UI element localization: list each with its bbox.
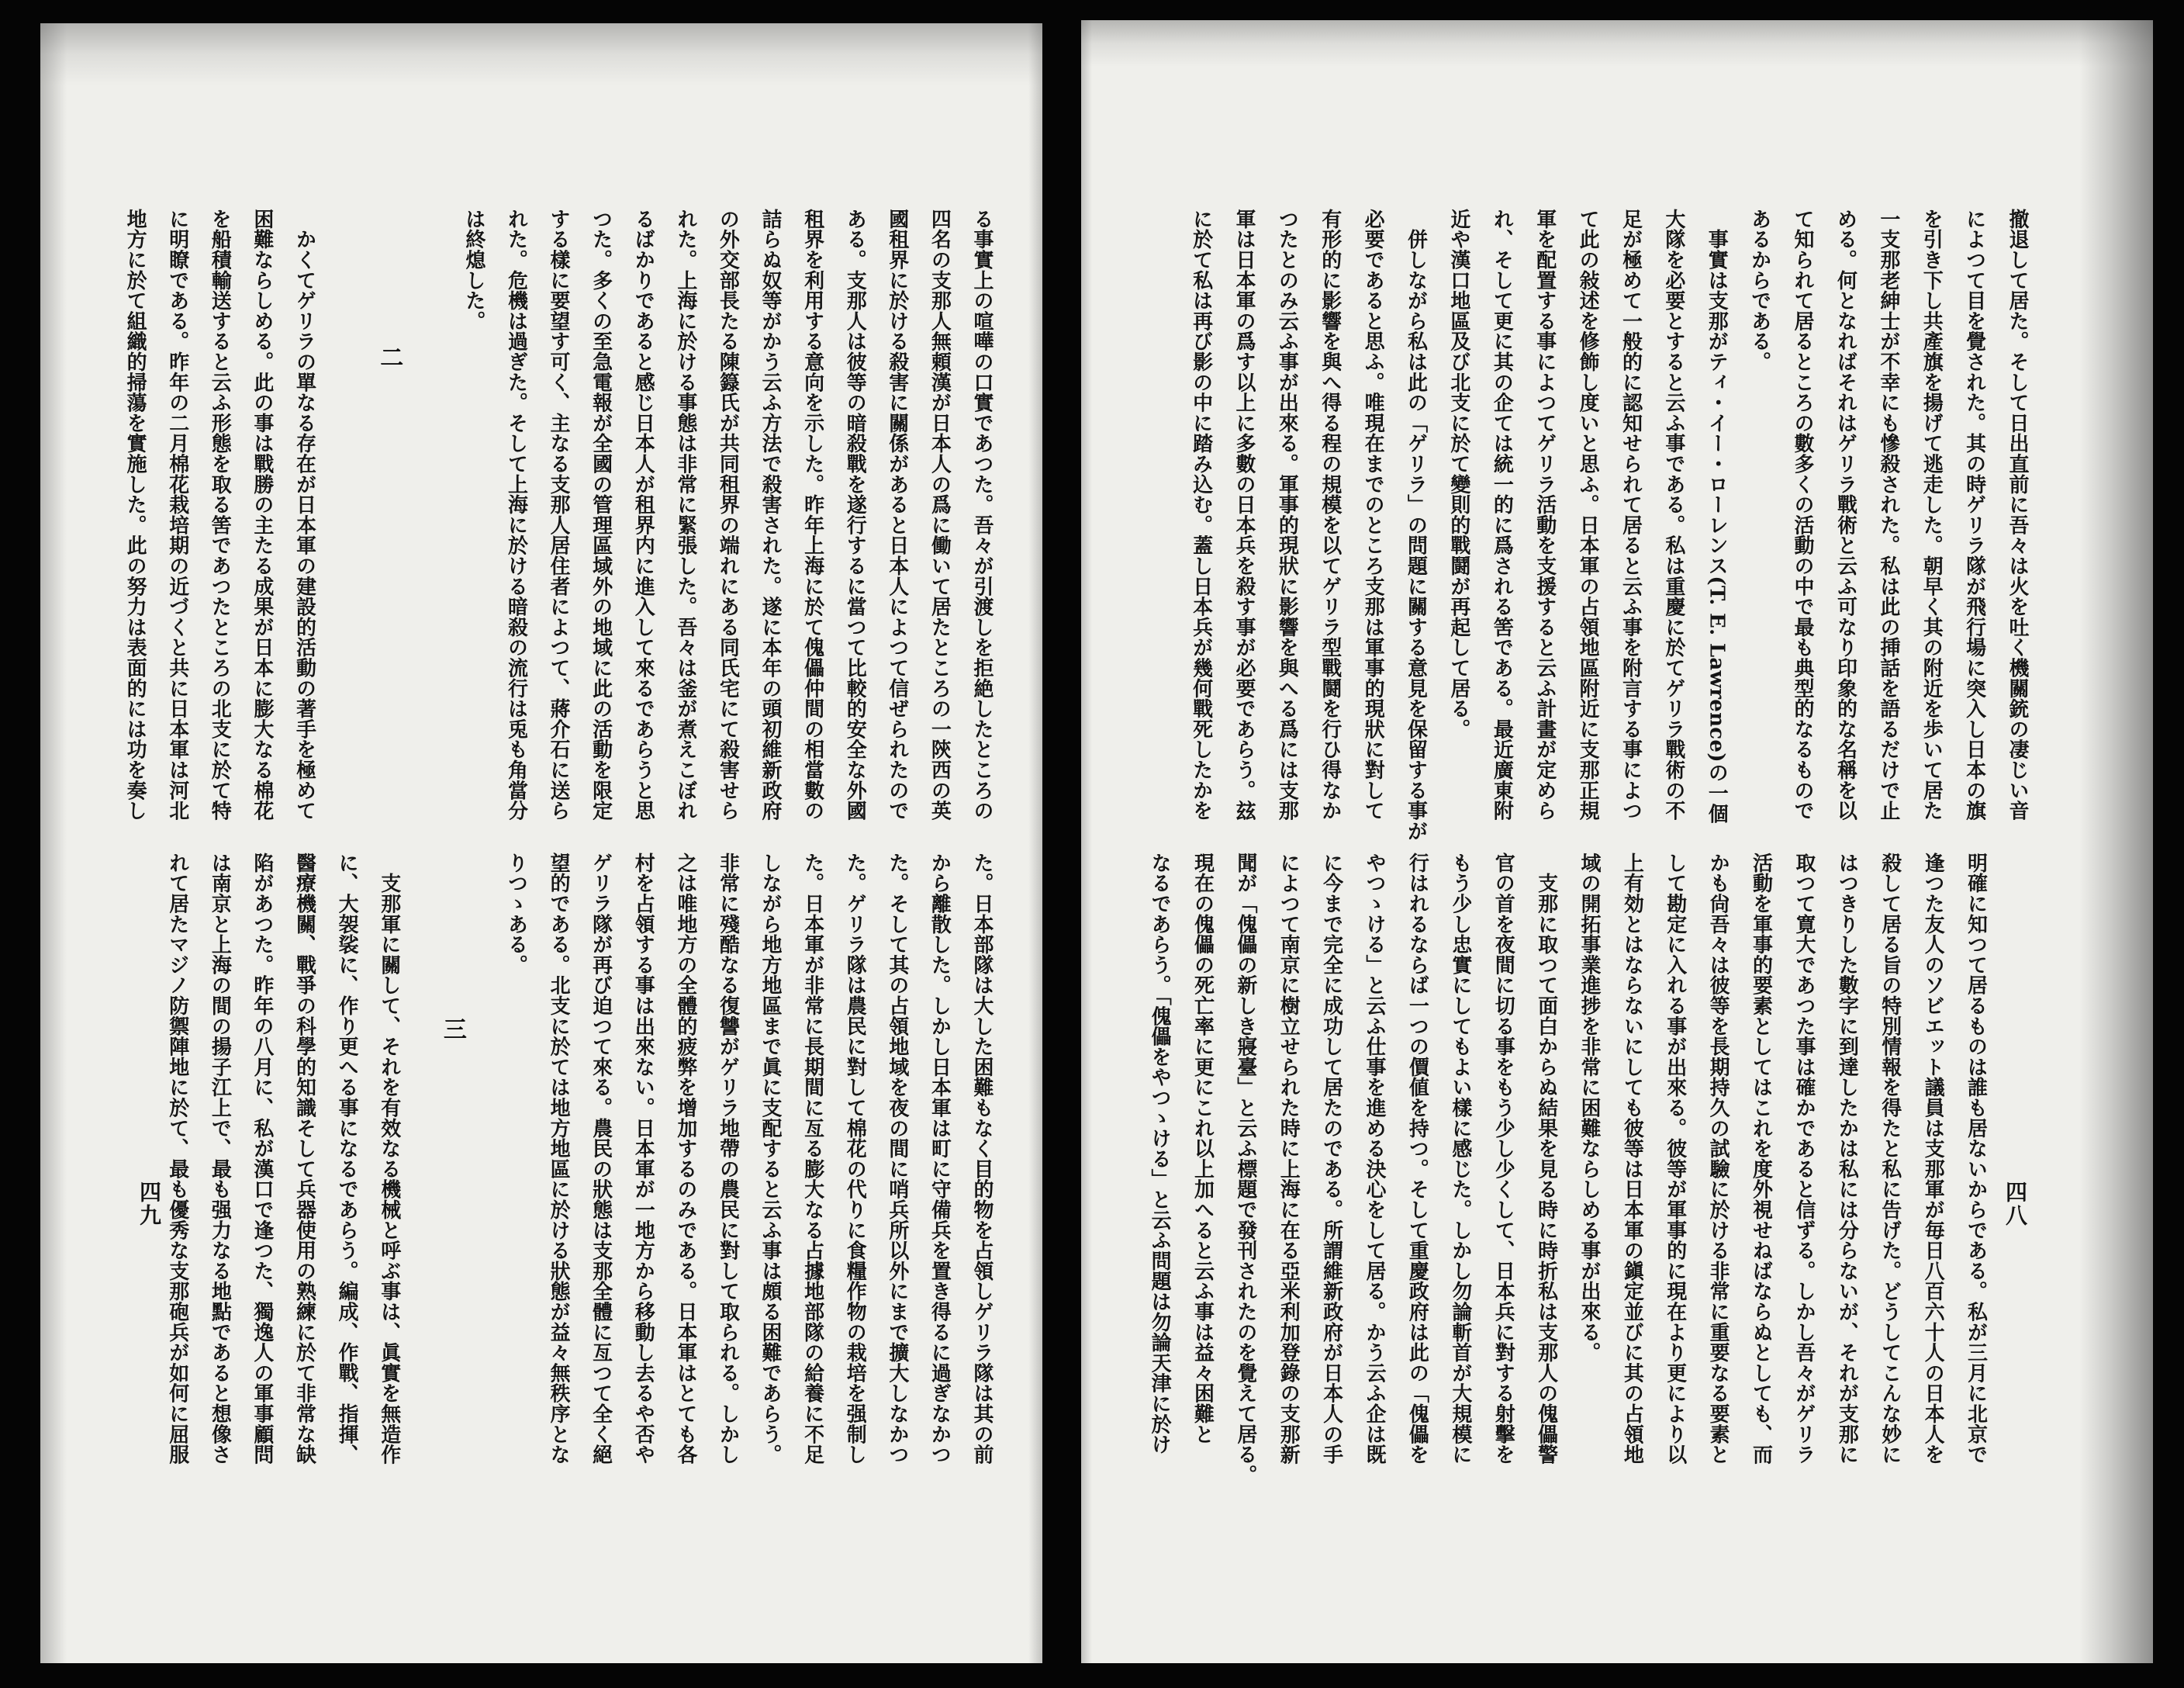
text-line: に明瞭である。昨年の二月棉花栽培期の近づくと共に日本軍は河北 [165, 209, 189, 821]
text-line: 租界を利用する意向を示した。昨年上海に於て傀儡仲間の相當數の [800, 209, 824, 821]
text-line: 一支那老紳士が不幸にも慘殺された。私は此の挿話を語るだけで止 [1876, 209, 1900, 821]
text-line: 逢つた友人のソビエット議員は支那軍が毎日八百六十人の日本人を [1921, 853, 1945, 1465]
text-line: た。日本軍が非常に長期間に亙る膨大なる占據地部隊の給養に不足 [800, 853, 824, 1465]
text-line: て知られて居るところの數多くの活動の中で最も典型的なるもので [1791, 209, 1815, 821]
text-line: に、大袈裟に、作り更へる事になるであらう。編成、作戰、指揮、 [335, 853, 359, 1465]
text-line: つたとのみ云ふ事が出來る。軍事的現狀に影響を與へる爲には支那 [1275, 209, 1299, 821]
text-line: 殺して居る旨の特別情報を得たと私に告げた。どうしてこんな妙に [1878, 853, 1902, 1465]
text-line: 明確に知つて居るものは誰も居ないからである。私が三月に北京で [1964, 853, 1988, 1465]
text-line: た。そして其の占領地域を夜の間に哨兵所以外にまで擴大しなかつ [885, 853, 909, 1465]
text-line: 軍を配置する事によつてゲリラ活動を支援すると云ふ計畫が定めら [1533, 209, 1557, 821]
text-line: に於て私は再び影の中に踏み込む。蓋し日本兵が幾何戰死したかを [1189, 209, 1213, 821]
text-line: た。ゲリラ隊は農民に對して棉花の代りに食糧作物の栽培を强制し [843, 853, 867, 1465]
text-line: 醫療機關、戰爭の科學的知識そして兵器使用の熟練に於て非常な缺 [292, 853, 316, 1465]
text-line: あるからである。 [1747, 209, 1771, 372]
text-line: 支那に取つて面白からぬ結果を見る時に時折私は支那人の傀儡警 [1534, 853, 1558, 1465]
upper-text-block [1179, 209, 2038, 853]
text-line: を引き下し共產旗を揚げて逃走した。朝早く其の附近を歩いて居た [1920, 209, 1944, 821]
text-line: 近や漢口地區及び北支に於て變則的戰鬪が再起して居る。 [1446, 209, 1470, 739]
text-line: かくてゲリラの單なる存在が日本軍の建設的活動の著手を極めて [292, 209, 316, 821]
page-number: 四九 [136, 1181, 162, 1227]
lower-text-block [1138, 853, 1997, 1496]
text-line: 聞が「傀儡の新しき寢臺」と云ふ標題で發刊されたのを覺えて居る。 [1233, 853, 1257, 1486]
text-line: 撤退して居た。そして日出直前に吾々は火を吐く機關銃の凄じい音 [2006, 209, 2029, 821]
text-line: 困難ならしめる。此の事は戰勝の主たる成果が日本に膨大なる棉花 [250, 209, 274, 821]
page-49 [40, 23, 1042, 1663]
page-48 [1081, 20, 2153, 1663]
text-line: はつきりした數字に到達したかは私には分らないが、それが支那に [1835, 853, 1859, 1465]
text-line: によつて目を覺された。其の時ゲリラ隊が飛行場に突入し日本の旗 [1962, 209, 1986, 821]
text-line: た。日本部隊は大した困難もなく目的物を占領しゲリラ隊は其の前 [970, 853, 994, 1465]
text-line: るばかりであると感じ日本人が租界内に進入して來るであらうと思 [631, 209, 655, 821]
text-line: つた。多くの至急電報が全國の管理區域外の地域に此の活動を限定 [589, 209, 613, 821]
text-line: 國租界に於ける殺害に關係があると日本人によつて信ぜられたので [885, 209, 909, 821]
text-line: りつゝある。 [504, 853, 528, 975]
text-line: 四名の支那人無頼漢が日本人の爲に働いて居たところの一陝西の英 [928, 209, 952, 821]
lower-text-block [156, 853, 1003, 1496]
text-line: 必要であると思ふ。唯現在までのところ支那は軍事的現狀に對して [1361, 209, 1385, 821]
text-line: 陷があつた。昨年の八月に、私が漢口で逢つた、獨逸人の軍事顧問 [250, 853, 274, 1465]
text-line: 事實は支那がティ・イー・ローレンス(T. E. Lawrence)の一個 [1705, 209, 1729, 824]
text-line: 域の開拓事業進捗を非常に困難ならしめる事が出來る。 [1577, 853, 1601, 1363]
text-line: 併しながら私は此の「ゲリラ」の問題に關する意見を保留する事が [1404, 209, 1428, 842]
text-line: かも尙吾々は彼等を長期持久の試驗に於ける非常に重要なる要素と [1706, 853, 1730, 1465]
text-line: れた。危機は過ぎた。そして上海に於ける暗殺の流行は兎も角當分 [504, 209, 528, 821]
text-line: なるであらう。「傀儡をやつゝける」と云ふ問題は勿論天津に於け [1148, 853, 1172, 1455]
text-line: 取つて寛大であつた事は確かであると信ずる。しかし吾々がゲリラ [1792, 853, 1816, 1465]
text-line: 望的である。北支に於ては地方地區に於ける狀態が益々無秩序とな [547, 853, 571, 1465]
text-line: 官の首を夜間に切る事をもう少し少くして、日本兵に對する射擊を [1491, 853, 1515, 1465]
text-line: して勘定に入れる事が出來る。彼等が軍事的に現在より更により以 [1663, 853, 1687, 1465]
text-line: は終熄した。 [461, 209, 486, 331]
text-line: しながら地方地區まで眞に支配すると云ふ事は頗る困難であらう。 [759, 853, 783, 1465]
text-line: 現在の傀儡の死亡率に更にこれ以上加へると云ふ事は益々困難と [1190, 853, 1215, 1444]
text-line: 村を占領する事は出來ない。日本軍が一地方から移動し去るや否や [631, 853, 655, 1465]
text-line: 地方に於て組織的掃蕩を實施した。此の努力は表面的には功を奏し [123, 209, 147, 821]
text-line: によつて南京に樹立せられた時に上海に在る亞米利加登錄の支那新 [1277, 853, 1301, 1465]
text-line: 上有効とはならないにしても彼等は日本軍の鎭定並びに其の占領地 [1620, 853, 1644, 1465]
section-heading-2: 二 [375, 345, 403, 368]
text-line: やつゝける」と云ふ仕事を進める決心をして居る。かう云ふ企は既 [1363, 853, 1387, 1465]
text-line: する樣に要望す可く、主なる支那人居住者によつて、蔣介石に送ら [547, 209, 571, 821]
upper-text-block [113, 209, 1003, 853]
text-line: から離散した。しかし日本軍は町に守備兵を置き得るに過ぎなかつ [928, 853, 952, 1465]
section-heading-3: 三 [438, 1017, 466, 1040]
text-line: 行はれるならば一つの價値を持つ。そして重慶政府は此の「傀儡を [1405, 853, 1429, 1465]
text-line: 之は唯地方の全體的疲弊を增加するのみである。日本軍はとても各 [673, 853, 697, 1465]
text-line: は南京と上海の間の揚子江上で、最も强力なる地點であると想像さ [208, 853, 232, 1465]
text-line: る事實上の喧嘩の口實であつた。吾々が引渡しを拒絶したところの [969, 209, 994, 821]
text-line: 支那軍に關して、それを有效なる機械と呼ぶ事は、眞實を無造作 [377, 853, 401, 1465]
text-line: 詰らぬ奴等がかう云ふ方法で殺害された。遂に本年の頭初維新政府 [759, 209, 783, 821]
text-line: 有形的に影響を與へ得る程の規模を以てゲリラ型戰鬪を行ひ得なか [1318, 209, 1342, 821]
text-line: れて居たマジノ防禦陣地に於て、最も優秀な支那砲兵が如何に屈服 [165, 853, 189, 1465]
text-line: れ、そして更に其の企ては統一的に爲される筈である。最近廣東附 [1490, 209, 1514, 821]
text-line: ゲリラ隊が再び迫つて來る。農民の狀態は支那全體に亙つて全く絕 [589, 853, 613, 1465]
text-line: の外交部長たる陳籙氏が共同租界の端れにある同氏宅にて殺害せら [716, 209, 740, 821]
text-line: 大隊を必要とすると云ふ事である。私は重慶に於てゲリラ戰術の不 [1661, 209, 1685, 821]
text-line: 軍は日本軍の爲す以上に多數の日本兵を殺す事が必要であらう。玆 [1232, 209, 1256, 821]
text-line: れた。上海に於ける事態は非常に緊張した。吾々は釜が煮えこぼれ [673, 209, 697, 821]
text-line: て此の敍述を修飾し度いと思ふ。日本軍の占領地區附近に支那正規 [1576, 209, 1600, 821]
text-line: 非常に殘酷なる復讐がゲリラ地帶の農民に對して取られる。しかし [716, 853, 740, 1465]
text-line: を船積輸送すると云ふ形態を取る筈であつたところの北支に於て特 [208, 209, 232, 821]
text-line: もう少し忠實にしてもよい樣に感じた。しかし勿論斬首が大規模に [1448, 853, 1472, 1465]
text-line: める。何となればそれはゲリラ戰術と云ふ可なり印象的な名稱を以 [1833, 209, 1857, 821]
text-line: 足が極めて一般的に認知せられて居ると云ふ事を附言する事によつ [1619, 209, 1643, 821]
text-line: ある。支那人は彼等の暗殺戰を遂行するに當つて比較的安全な外國 [843, 209, 867, 821]
page-number: 四八 [2003, 1181, 2028, 1227]
text-line: に今まで完全に成功して居たのである。所謂維新政府が日本人の手 [1319, 853, 1343, 1465]
text-line: 活動を軍事的要素としてはこれを度外視せねばならぬとしても、而 [1749, 853, 1773, 1465]
